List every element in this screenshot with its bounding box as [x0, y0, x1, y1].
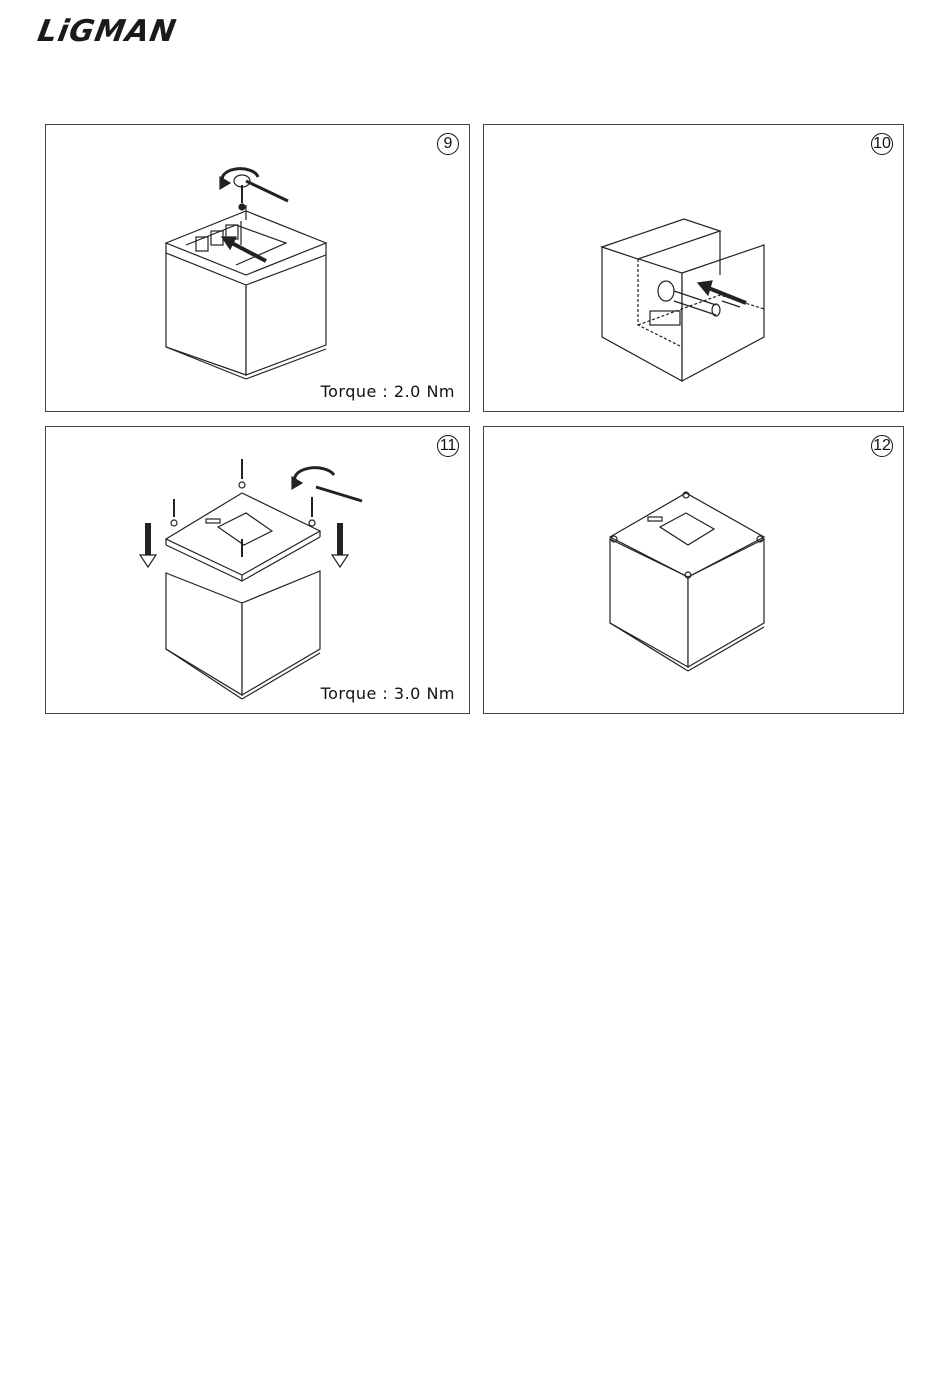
- panel-step-10: [483, 124, 904, 412]
- torque-label: Torque : 3.0 Nm: [320, 684, 455, 703]
- step-number-badge: 11: [437, 435, 459, 457]
- step-number-badge: 10: [871, 133, 893, 155]
- illustration-insert-roll: [484, 125, 903, 411]
- step-number-badge: 12: [871, 435, 893, 457]
- brand-logo: LiGMAN: [34, 14, 180, 49]
- panel-step-9: [45, 124, 470, 412]
- illustration-attach-cover: [46, 427, 469, 713]
- torque-label: Torque : 2.0 Nm: [320, 382, 455, 401]
- panel-step-12: [483, 426, 904, 714]
- panel-step-11: [45, 426, 470, 714]
- illustration-tighten-screw: [46, 125, 469, 411]
- step-number-badge: 9: [437, 133, 459, 155]
- illustration-assembled-unit: [484, 427, 903, 713]
